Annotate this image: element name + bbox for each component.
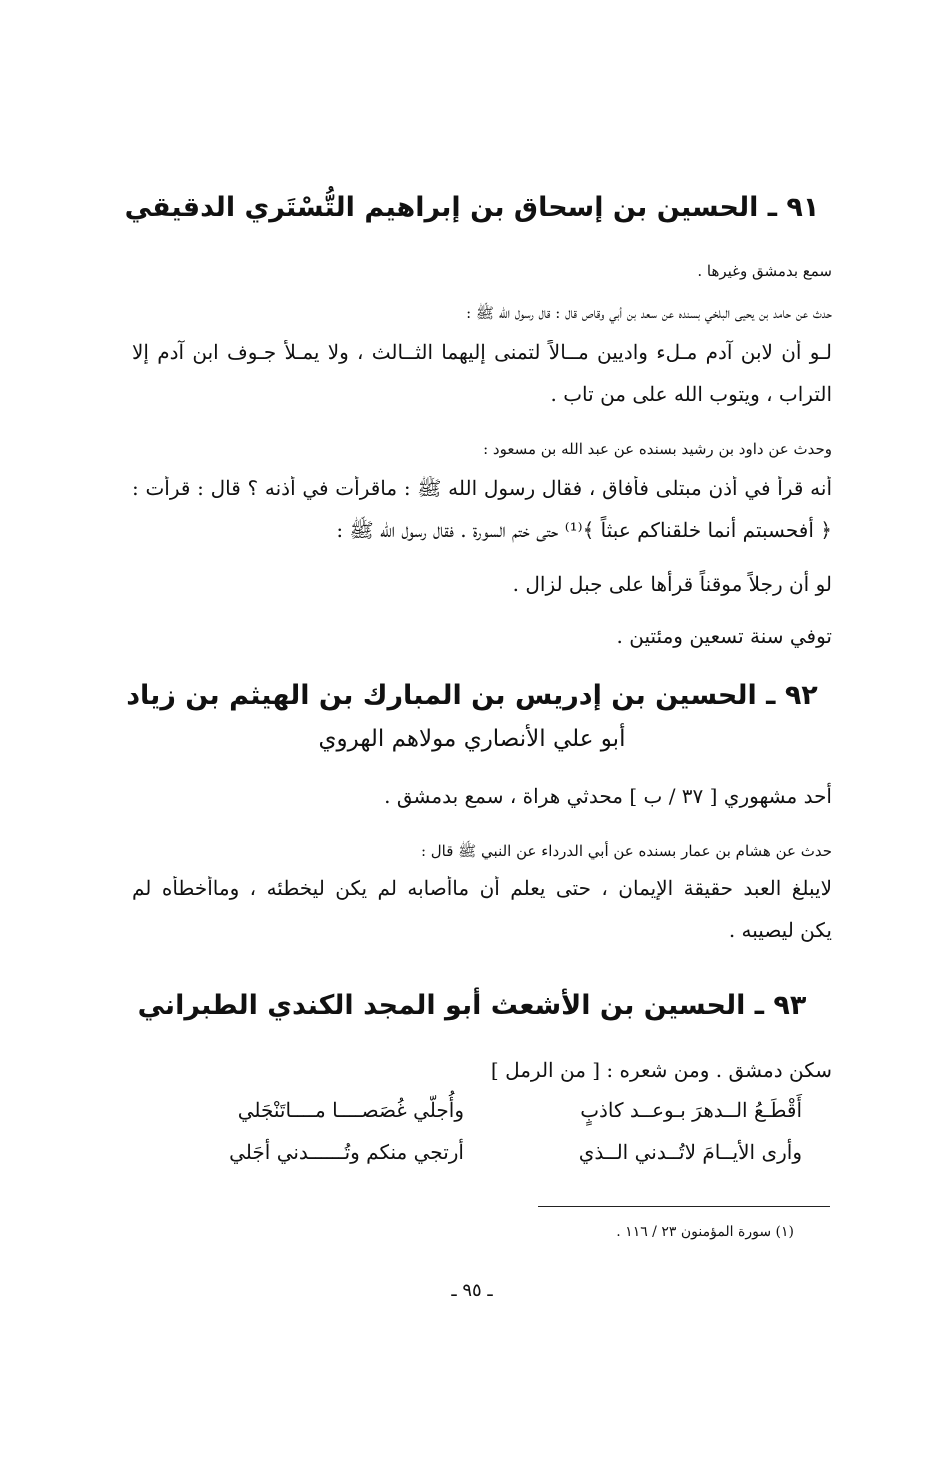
hadith-91-2-line-1: أنه قرأ في أذن مبتلى فأفاق ، فقال رسول الله ﷺ : ماقرأت في أذنه ؟ قال : قرأت : xyxy=(132,476,832,500)
isnad-91-2: وحدث عن داود بن رشيد بسنده عن عبد الله بن مسعود : xyxy=(483,440,832,458)
page-number: ـ ٩٥ ـ xyxy=(451,1280,493,1301)
entry-intro-92: أحد مشهوري [ ٣٧ / ب ] محدثي هراة ، سمع بدمشق . xyxy=(384,784,832,808)
hadith-91-2-line-3: لو أن رجلاً موقناً قرأها على جبل لزال . xyxy=(512,572,832,596)
hadith-91-1-line-2: التراب ، ويتوب الله على من تاب . xyxy=(550,382,832,406)
poem-line-1-second-hemistich: وأُجلّي غُصَصــــا مــــاتَنْجَلي xyxy=(237,1098,464,1122)
entry-subheading-92: أبو علي الأنصاري مولاهم الهروي xyxy=(318,726,626,752)
footnote: (١) سورة المؤمنون ٢٣ / ١١٦ . xyxy=(616,1224,794,1240)
footnote-divider xyxy=(538,1206,830,1207)
entry-heading-93: ٩٣ ـ الحسين بن الأشعث أبو المجد الكندي الطبراني xyxy=(137,990,807,1021)
hadith-91-1-line-1: لـو أن لابن آدم مـلء واديين مــالاً لتمنى إليهما الثــالث ، ولا يمـلأ جـوف ابن آدم إلا xyxy=(132,340,832,364)
poem-line-2-second-hemistich: أرتجي منكم وتُــــــدني أجَلي xyxy=(229,1140,464,1164)
entry-heading-91: ٩١ ـ الحسين بن إسحاق بن إبراهيم التُّسْتَري الدقيقي xyxy=(124,192,820,223)
hadith-91-2-line-2: ﴿ أفحسبتم أنما خلقناكم عبثاً ﴾⁽¹⁾ حتى ختم السورة . فقال رسول الله ﷺ : xyxy=(336,518,832,542)
poem-line-2-first-hemistich: وأرى الأيــامَ لاتُــدني الــذي xyxy=(578,1140,802,1164)
entry-heading-92: ٩٢ ـ الحسين بن إدريس بن المبارك بن الهيثم بن زياد xyxy=(126,680,818,711)
poem-line-1-first-hemistich: أَقْطَـعُ الــدهرَ بـوعــد كاذبٍ xyxy=(580,1098,802,1122)
isnad-91-1: حدث عن حامد بن يحيى البلخي بسنده عن سعد بن أبي وقاص قال : قال رسول الله ﷺ : xyxy=(466,304,832,322)
entry-intro-91: سمع بدمشق وغيرها . xyxy=(697,262,832,280)
hadith-92-1-line-1: لايبلغ العبد حقيقة الإيمان ، حتى يعلم أن ماأصابه لم يكن ليخطئه ، وماأخطأه لم xyxy=(132,876,832,900)
hadith-92-1-line-2: يكن ليصيبه . xyxy=(728,918,832,942)
entry-death-91: توفي سنة تسعين ومئتين . xyxy=(616,624,832,648)
entry-intro-93: سكن دمشق . ومن شعره : [ من الرمل ] xyxy=(490,1058,832,1082)
isnad-92-1: حدث عن هشام بن عمار بسنده عن أبي الدرداء عن النبي ﷺ قال : xyxy=(420,842,832,860)
